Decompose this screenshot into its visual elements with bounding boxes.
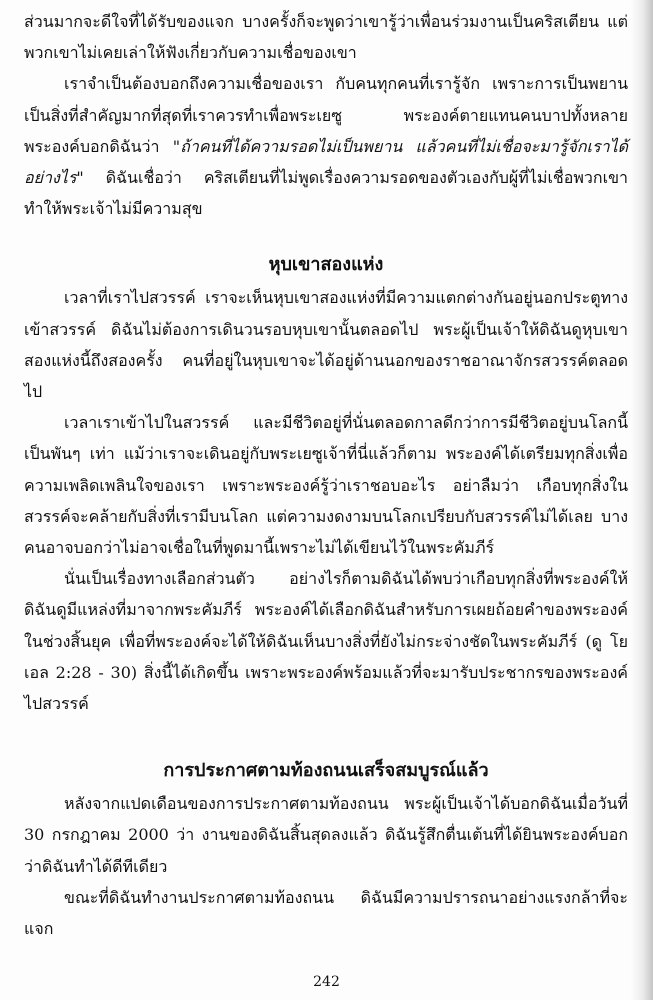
section-heading-street-preaching: การประกาศตามท้องถนนเสร็จสมบูรณ์แล้ว (163, 760, 489, 782)
paragraph-witness-text-before: เราจำเป็นต้องบอกถึงความเชื่อของเรา กับคนทุกคนที่เรารู้จัก เพราะการเป็นพยานเป็นสิ่งที่สำคัญมากที่สุดที่เราควรทำเพื่อพระเยซู พระองค์ตายแทนคนบาปทั้งหลาย พระองค์บอกดิฉันว่า (24, 74, 628, 156)
paragraph-continued: ส่วนมากจะดีใจที่ได้รับของแจก บางครั้งก็จะพูดว่าเขารู้ว่าเพื่อนร่วมงานเป็นคริสเตียน แต่พวกเขาไม่เคยเล่าให้ฟังเกี่ยวกับความเชื่อของเขา (24, 12, 628, 63)
page-number: 242 (313, 974, 340, 990)
paragraph: นั่นเป็นเรื่องทางเลือกส่วนตัว อย่างไรก็ตามดิฉันได้พบว่าเกือบทุกสิ่งที่พระองค์ให้ดิฉันดูมีแหล่งที่มาจากพระคัมภีร์ พระองค์ได้เลือกดิฉันสำหรับการเผยถ้อยคำของพระองค์ในช่วงสิ้นยุค เพื่อที่พระองค์จะได้ให้ดิฉันเห็นบางสิ่งที่ยังไม่กระจ่างชัดในพระคัมภีร์ (ดู โยเอล 2:28 - 30) สิ่งนี้ได้เกิดขึ้น เพราะพระองค์พร้อมแล้วที่จะมารับประชากรของพระองค์ไปสวรรค์ (24, 569, 628, 714)
section-heading-two-valleys: หุบเขาสองแห่ง (268, 254, 384, 276)
paragraph-witness-text-after: ดิฉันเชื่อว่า คริสเตียนที่ไม่พูดเรื่องความรอดของตัวเองกับผู้ที่ไม่เชื่อพวกเขาทำให้พระเจ้าไม่มีความสุข (24, 168, 628, 219)
quote-italic: "ถ้าคนที่ได้ความรอดไม่เป็นพยาน แล้วคนที่ไม่เชื่อจะมารู้จักเราได้อย่างไร" (24, 136, 629, 188)
paragraph-witness (24, 68, 628, 224)
page-body (24, 6, 628, 944)
paragraph: หลังจากแปดเดือนของการประกาศตามท้องถนน พระผู้เป็นเจ้าได้บอกดิฉันเมื่อวันที่ 30 กรกฎาคม 2000 ว่า งานของดิฉันสิ้นสุดลงแล้ว ดิฉันรู้สึกตื่นเต้นที่ได้ยินพระองค์บอกว่าดิฉันทำได้ดีทีเดียว (24, 794, 628, 876)
paragraph: เวลาที่เราไปสวรรค์ เราจะเห็นหุบเขาสองแห่งที่มีความแตกต่างกันอยู่นอกประตูทางเข้าสวรรค์ ดิฉันไม่ต้องการเดินวนรอบหุบเขานั้นตลอดไป พระผู้เป็นเจ้าให้ดิฉันดูหุบเขาสองแห่งนี้ถึงสองครั้ง คนที่อยู่ในหุบเขาจะได้อยู่ด้านนอกของราชอาณาจักรสวรรค์ตลอดไป (24, 288, 628, 402)
page-edge-shadow (631, 0, 653, 1000)
paragraph: ขณะที่ดิฉันทำงานประกาศตามท้องถนน ดิฉันมีความปรารถนาอย่างแรงกล้าที่จะแจก (24, 887, 628, 939)
paragraph: เวลาเราเข้าไปในสวรรค์ และมีชีวิตอยู่ที่นั่นตลอดกาลดีกว่าการมีชีวิตอยู่บนโลกนี้เป็นพันๆ เท่า แม้ว่าเราจะเดินอยู่กับพระเยซูเจ้าที่นี่แล้วก็ตาม พระองค์ได้เตรียมทุกสิ่งเพื่อความเพลิดเพลินใจของเรา เพราะพระองค์รู้ว่าเราชอบอะไร อย่าลืมว่า เกือบทุกสิ่งในสวรรค์จะคล้ายกับสิ่งที่เรามีบนโลก แต่ความงดงามบนโลกเปรียบกับสวรรค์ไม่ได้เลย บางคนอาจบอกว่าไม่อาจเชื่อในที่พูดมานี้เพราะไม่ได้เขียนไว้ในพระคัมภีร์ (24, 413, 628, 558)
